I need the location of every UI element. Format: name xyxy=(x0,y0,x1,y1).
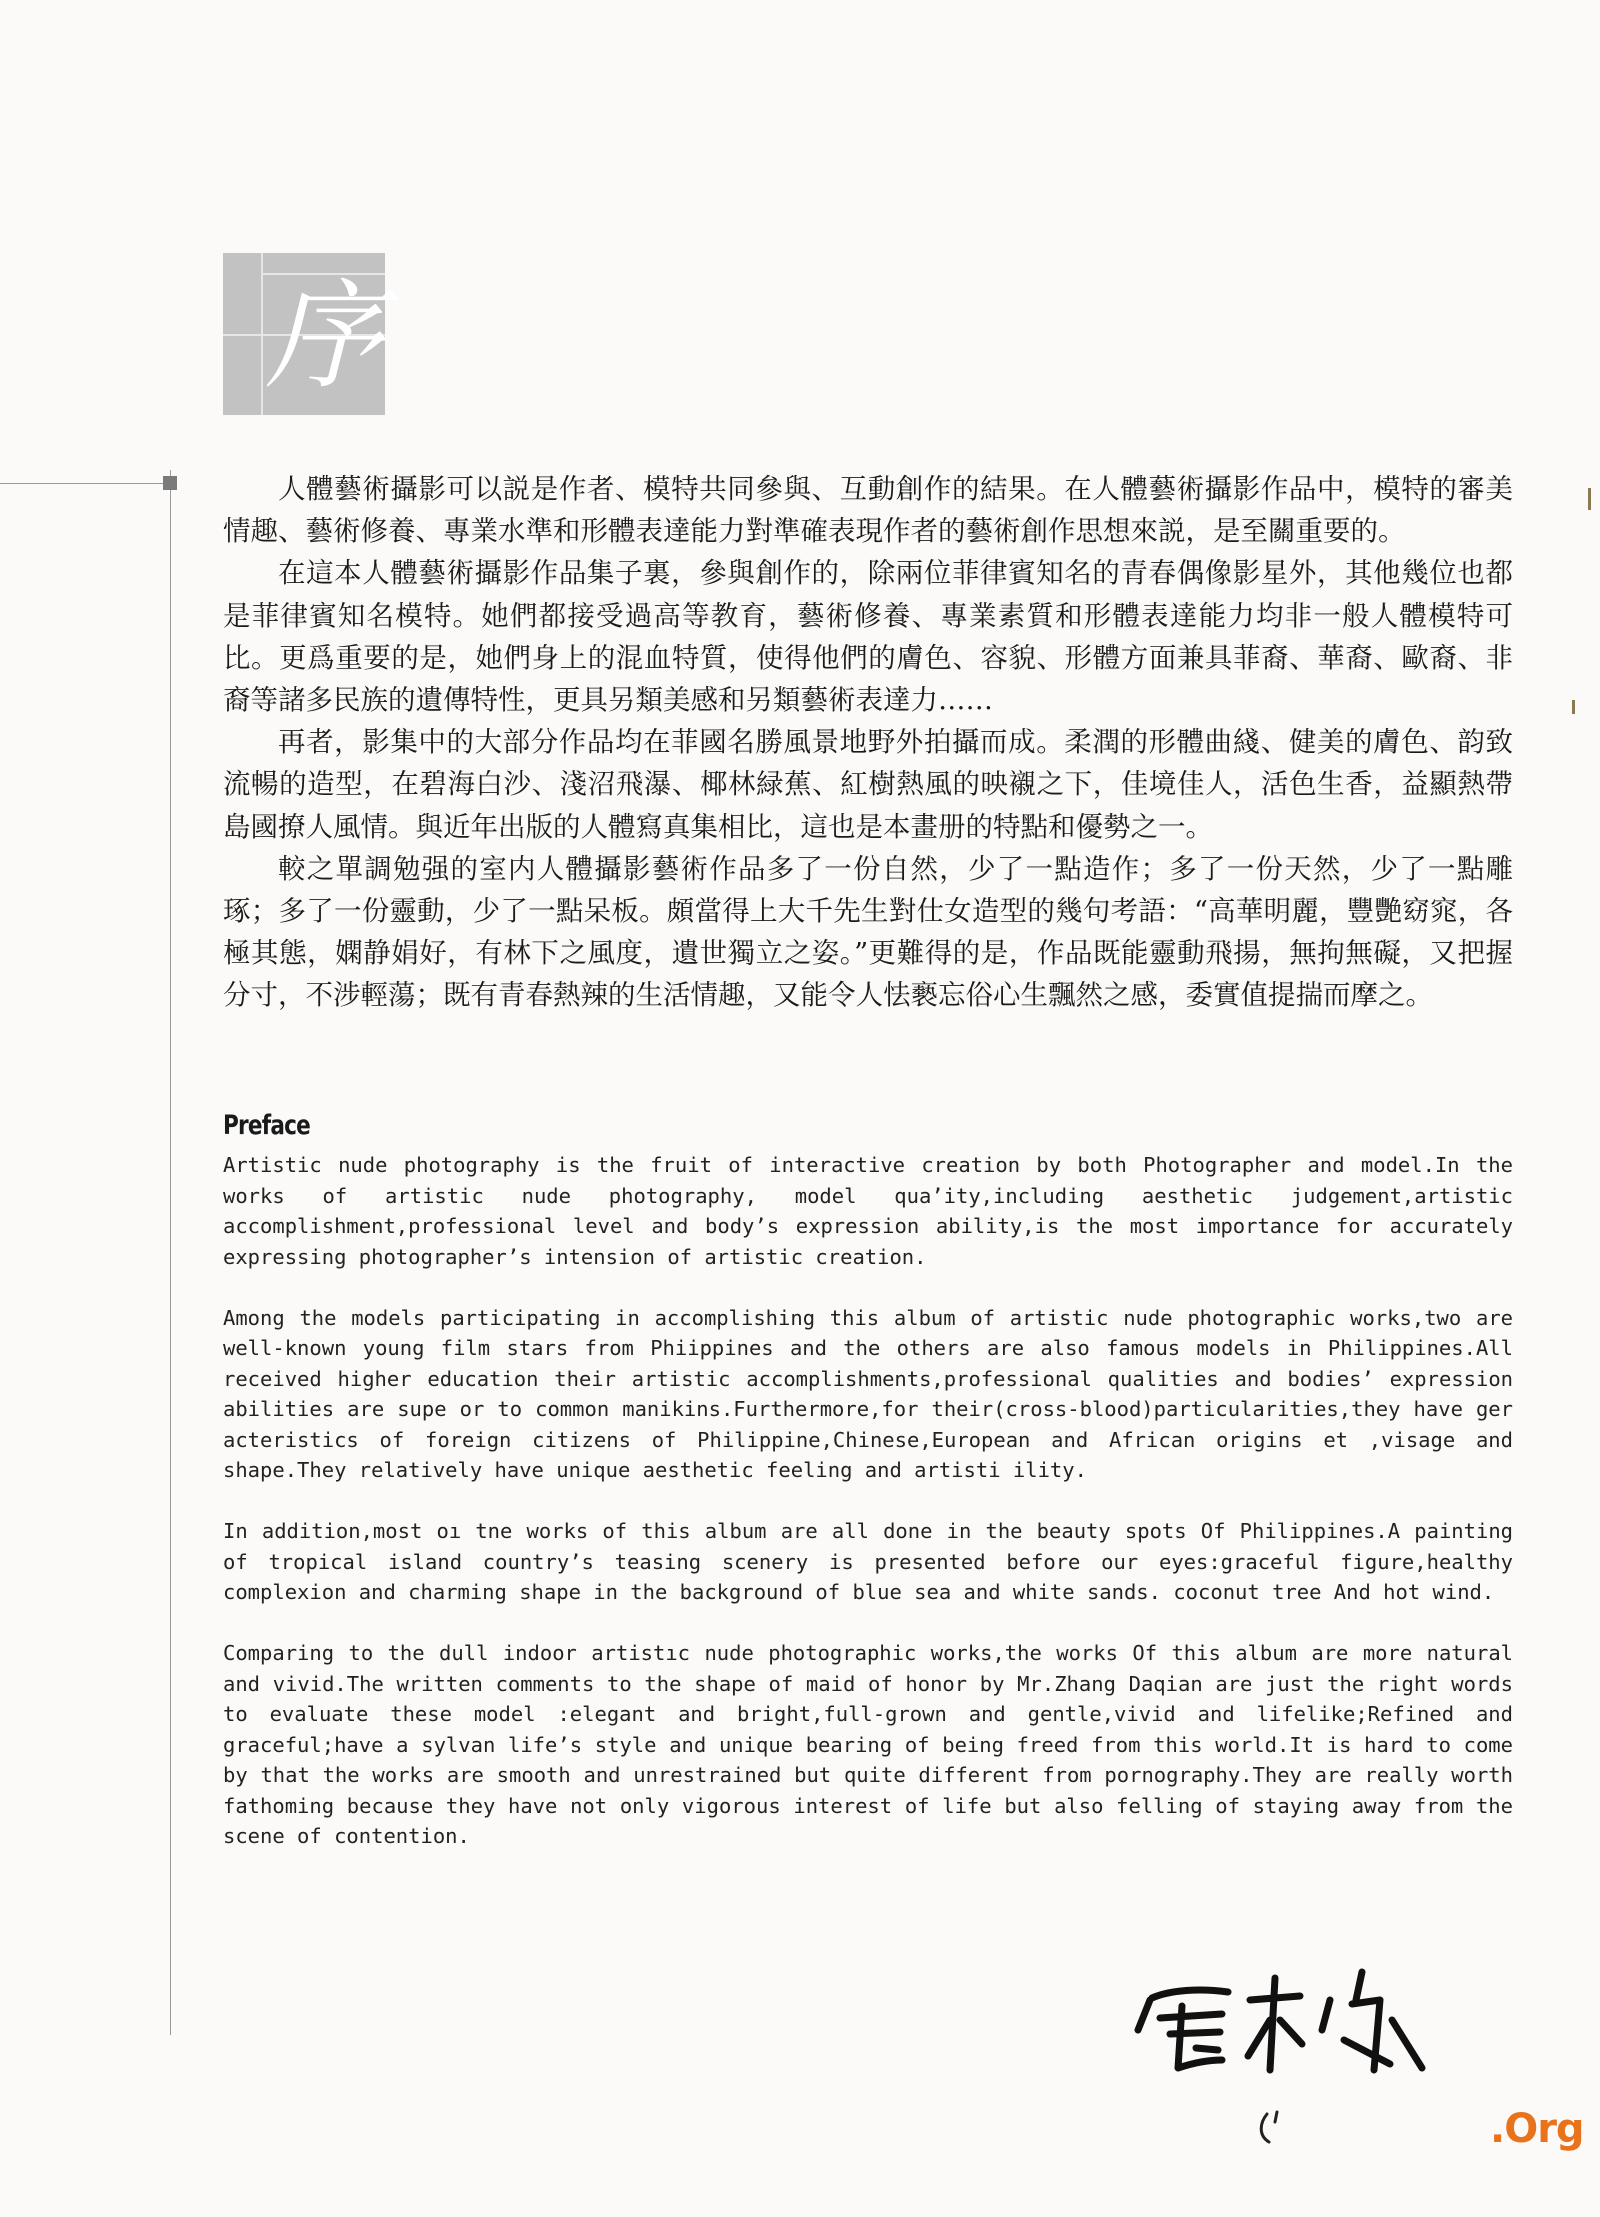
scan-edge-mark xyxy=(1572,700,1575,714)
left-rule-horizontal xyxy=(0,483,170,484)
handwritten-mark xyxy=(1255,2108,1285,2148)
watermark: .Org xyxy=(1490,2106,1584,2152)
chinese-paragraph: 再者，影集中的大部分作品均在菲國名勝風景地野外拍攝而成。柔潤的形體曲綫、健美的膚色、韵致流暢的造型，在碧海白沙、淺沼飛瀑、椰林緑蕉、紅樹熱風的映襯之下，佳境佳人，活色生香，益顯熱帶島國撩人風情。與近年出版的人體寫真集相比，這也是本畫册的特點和優勢之一。 xyxy=(223,726,1513,843)
preface-heading: Preface xyxy=(223,1110,310,1141)
chinese-paragraph: 人體藝術攝影可以説是作者、模特共同參與、互動創作的結果。在人體藝術攝影作品中，模特的審美情趣、藝術修養、專業水準和形體表達能力對準確表現作者的藝術創作思想來説，是至關重要的。 xyxy=(223,473,1513,548)
scan-edge-mark xyxy=(1588,488,1591,510)
chinese-paragraph: 較之單調勉强的室内人體攝影藝術作品多了一份自然，少了一點造作；多了一份天然，少了一點雕琢；多了一份靈動，少了一點呆板。頗當得上大千先生對仕女造型的幾句考語：“高華明麗，豐艷窈窕，各極其態，嫻静娟好，有林下之風度，遺世獨立之姿。”更難得的是，作品既能靈動飛揚，無拘無礙，又把握分寸，不涉輕蕩；既有青春熱辣的生活情趣，又能令人怯褻忘俗心生飄然之感，委實值提揣而摩之。 xyxy=(223,852,1513,1012)
left-rule-vertical xyxy=(170,470,171,2035)
english-preface xyxy=(223,1150,1513,1882)
english-paragraph: Among the models participating in accomplishing this album of artistic nude photographic works,two are well-known young film stars from Phiippines and the others are also famous models in Philippines.All received higher education their artistic accomplishments,professional qualities and bodies’ expression abilities are supe or to common manikins.Furthermore,for their(cross-blood)particularities,they have ger acteristics of foreign citizens of Philippine,Chinese,European and African origins et ,visage and shape.They relatively have unique aesthetic feeling and artisti ility. xyxy=(223,1305,1513,1482)
chinese-preface xyxy=(223,468,1513,1017)
chinese-paragraph: 在這本人體藝術攝影作品集子裏，參與創作的，除兩位菲律賓知名的青春偶像影星外，其他幾位也都是菲律賓知名模特。她們都接受過高等教育，藝術修養、專業素質和形體表達能力均非一般人體模特可比。更爲重要的是，她們身上的混血特質，使得他們的膚色、容貌、形體方面兼具菲裔、華裔、歐裔、非裔等諸多民族的遺傳特性，更具另類美感和另類藝術表達力…… xyxy=(223,557,1513,717)
page-title: 序 xyxy=(264,267,383,405)
signature-image xyxy=(1130,1960,1430,2100)
rule-marker xyxy=(163,476,177,490)
english-paragraph: Artistic nude photography is the fruit of interactive creation by both Photographer and model.In the works of artistic nude photography, model qua’ity,including aesthetic judgement,artistic accomplishment,professional level and body’s expression ability,is the most importance for accurately expressing photographer’s intension of artistic creation. xyxy=(223,1153,1513,1269)
english-paragraph: Comparing to the dull indoor artistıc nude photographic works,the works Of this album are more natural and vivid.The written comments to the shape of maid of honor by Mr.Zhang Daqian are just the right words to evaluate these model :elegant and bright,full-grown and gentle,vivid and lifelike;Refined and graceful;have a sylvan life’s style and unique bearing of being freed from this world.It is hard to come by that the works are smooth and unrestrained but quite different from pornography.They are really worth fathoming because they have not only vigorous interest of life but also felling of staying away from the scene of contention. xyxy=(223,1641,1513,1848)
english-paragraph: In addition,most oı tne works of this album are all done in the beauty spots Of Philippines.A painting of tropical island country’s teasing scenery is presented before our eyes:graceful figure,healthy complexion and charming shape in the background of blue sea and white sands. coconut tree And hot wind. xyxy=(223,1519,1513,1604)
title-block xyxy=(223,253,385,415)
